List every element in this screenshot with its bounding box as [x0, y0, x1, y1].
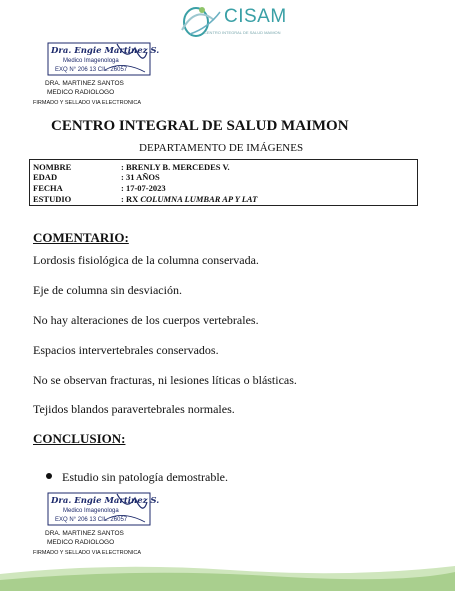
- logo-text: CISAM: [224, 6, 287, 27]
- department-title: DEPARTAMENTO DE IMÁGENES: [139, 142, 304, 154]
- comment-line: Espacios intervertebrales conservados.: [33, 343, 219, 357]
- age-value: : 31 AÑOS: [121, 172, 160, 182]
- electronic-signature-note: FIRMADO Y SELLADO VIA ELECTRONICA: [33, 100, 141, 106]
- conclusion-item: Estudio sin patología demostrable.: [62, 470, 228, 484]
- comment-line: Lordosis fisiológica de la columna conservada.: [33, 253, 259, 267]
- signature-name: Dra. Engie Martinez S.: [51, 46, 160, 56]
- study-value: [121, 194, 257, 204]
- date-label: FECHA: [33, 183, 63, 193]
- document-title: CENTRO INTEGRAL DE SALUD MAIMON: [51, 118, 349, 134]
- signature-block-top: [33, 42, 163, 110]
- comment-line: No hay alteraciones de los cuerpos vertebrales.: [33, 313, 259, 327]
- footer-wave-decoration: [0, 560, 455, 591]
- patient-info-table: [29, 159, 418, 206]
- signature-stamp-exq: EXQ N° 206 13 CIL. 26057: [55, 67, 128, 73]
- date-value: : 17-07-2023: [121, 183, 166, 193]
- comment-heading: COMENTARIO:: [33, 230, 129, 245]
- logo-subtitle: CENTRO INTEGRAL DE SALUD MAIMON: [204, 30, 281, 35]
- signature-stamp-exq: EXQ N° 206 13 CIL. 26057: [55, 517, 128, 523]
- name-value: : BRENLY B. MERCEDES V.: [121, 162, 230, 172]
- conclusion-heading: CONCLUSION:: [33, 431, 126, 446]
- doctor-name: DRA. MARTINEZ SANTOS: [45, 80, 124, 87]
- comment-line: Tejidos blandos paravertebrales normales.: [33, 402, 235, 416]
- study-label: ESTUDIO: [33, 194, 72, 204]
- signature-stamp-role: Medico Imagenologa: [63, 58, 119, 64]
- electronic-signature-note: FIRMADO Y SELLADO VIA ELECTRONICA: [33, 550, 141, 556]
- comment-line: Eje de columna sin desviación.: [33, 283, 182, 297]
- age-label: EDAD: [33, 172, 58, 182]
- doctor-name: DRA. MARTINEZ SANTOS: [45, 530, 124, 537]
- signature-stamp-role: Medico Imagenologa: [63, 508, 119, 514]
- study-prefix: : RX: [121, 194, 141, 204]
- study-name: COLUMNA LUMBAR AP Y LAT: [140, 194, 258, 204]
- doctor-role: MEDICO RADIOLOGO: [47, 89, 115, 96]
- bullet-icon: [46, 473, 52, 479]
- name-label: NOMBRE: [33, 162, 72, 172]
- doctor-role: MEDICO RADIOLOGO: [47, 539, 115, 546]
- comment-line: No se observan fracturas, ni lesiones líticas o blásticas.: [33, 373, 297, 387]
- signature-block-bottom: [33, 492, 163, 560]
- signature-name: Dra. Engie Martinez S.: [51, 496, 160, 506]
